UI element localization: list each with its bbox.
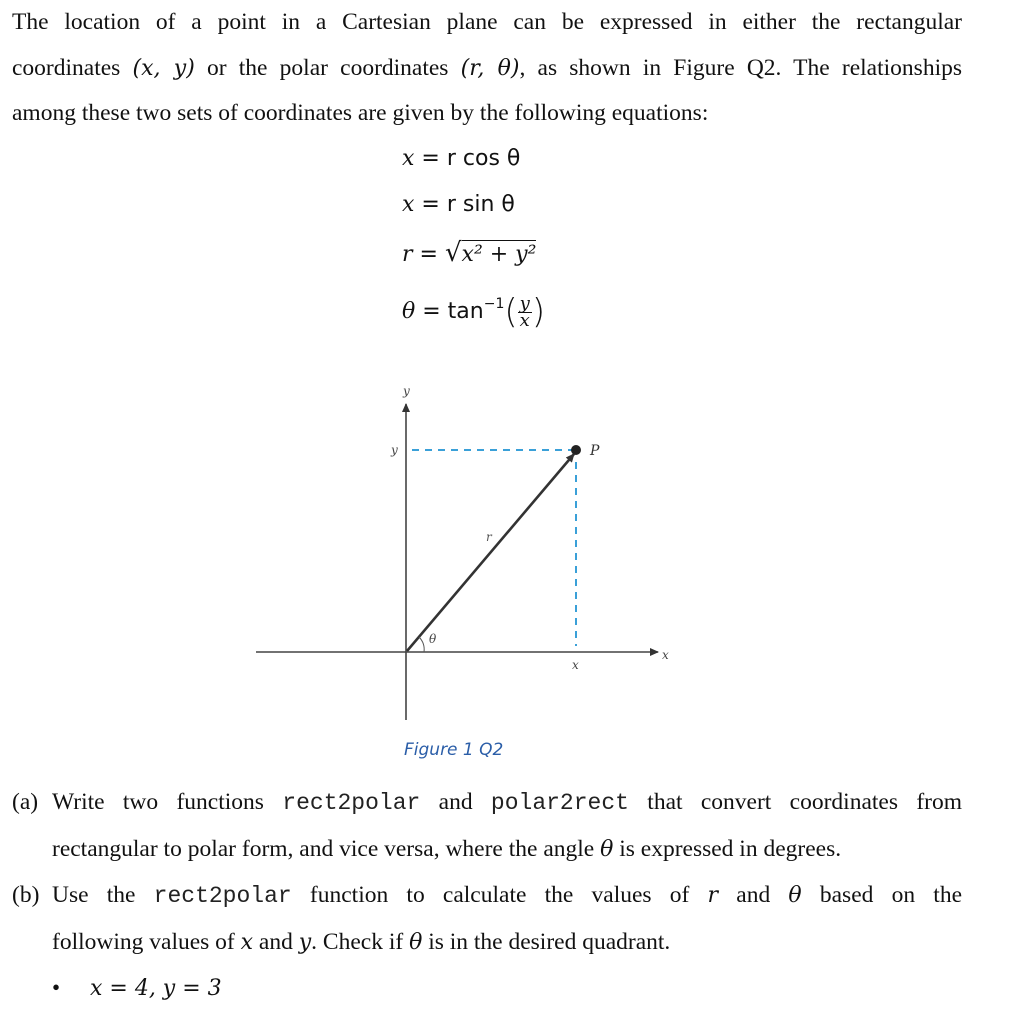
rect-coords: (x, y) [132,55,195,81]
intro-text: coordinates [12,54,133,81]
fraction-denominator: x [519,309,530,331]
radius-vector [407,454,574,651]
eq-lhs: x [402,192,415,217]
eq-equals: = [412,242,445,267]
q-text: following values of [52,929,241,955]
q-text: Write two functions [52,789,283,815]
angle-label: θ [429,632,437,646]
function-name-rect2polar: rect2polar [153,883,292,909]
q-text: is expressed in degrees. [613,836,842,862]
polar-coords: (r, θ) [460,55,520,81]
eq-lhs: θ [402,299,416,324]
bullet-item [52,975,222,1001]
sqrt-radicand: x² + y² [461,242,537,267]
question-b-line-1 [52,872,962,919]
question-a [12,779,962,873]
question-b-body [52,872,962,966]
x-symbol: x [240,930,254,955]
q-text: based on the [801,882,963,908]
intro-text: or the polar coordinates [194,54,461,81]
q-text: that convert coordinates from [628,789,962,815]
eq-lhs: r [402,242,413,267]
point-label: P [590,443,600,459]
q-text: . Check if [311,929,410,955]
theta-symbol: θ [788,883,802,908]
sqrt-sign: √ [444,238,462,268]
y-symbol: y [298,930,312,955]
q-text: and [420,789,491,815]
theta-symbol: θ [409,930,423,955]
question-a-line-2 [52,826,962,873]
eq-tan: = tan [415,299,484,324]
y-tick-label: y [391,443,398,457]
theta-symbol: θ [600,837,614,862]
bullet-dot: • [52,975,61,1000]
q-text: Use the [52,882,154,908]
question-a-body [52,779,962,873]
intro-line-3: among these two sets of coordinates are given by the following equations: [12,100,709,126]
q-text: function to calculate the values of [291,882,708,908]
y-axis-label: y [403,384,410,398]
intro-line-1: The location of a point in a Cartesian plane can be expressed in either the rectangular [12,9,962,35]
function-name-polar2rect: polar2rect [490,790,629,816]
question-a-line-1 [52,779,962,826]
angle-arc [419,637,424,652]
question-a-label: (a) [12,789,39,815]
question-b-line-2 [52,919,962,966]
r-symbol: r [707,883,719,908]
q-text: and [718,882,789,908]
eq-exponent: −1 [483,296,505,312]
eq-rhs: = r sin θ [421,192,515,217]
question-b-label: (b) [12,882,40,908]
q-text: is in the desired quadrant. [422,929,671,955]
right-paren: ) [531,292,546,332]
q-text: and [253,929,299,955]
question-b [12,872,962,966]
q-text: rectangular to polar form, and vice versa, where the angle [52,836,601,862]
fraction-numerator: y [519,292,530,314]
left-paren: ( [504,292,518,332]
function-name-rect2polar: rect2polar [282,790,421,816]
intro-text: , as shown in Figure Q2. The relationships [519,54,962,81]
figure-caption: Figure 1 Q2 [404,740,504,760]
eq-rhs: = r cos θ [421,146,521,171]
x-axis-label: x [662,648,669,662]
bullet-value: x = 4, y = 3 [90,976,222,1001]
radius-label: r [486,530,492,544]
point-p [571,445,581,455]
x-tick-label: x [572,658,579,672]
eq-lhs: x [402,146,415,171]
